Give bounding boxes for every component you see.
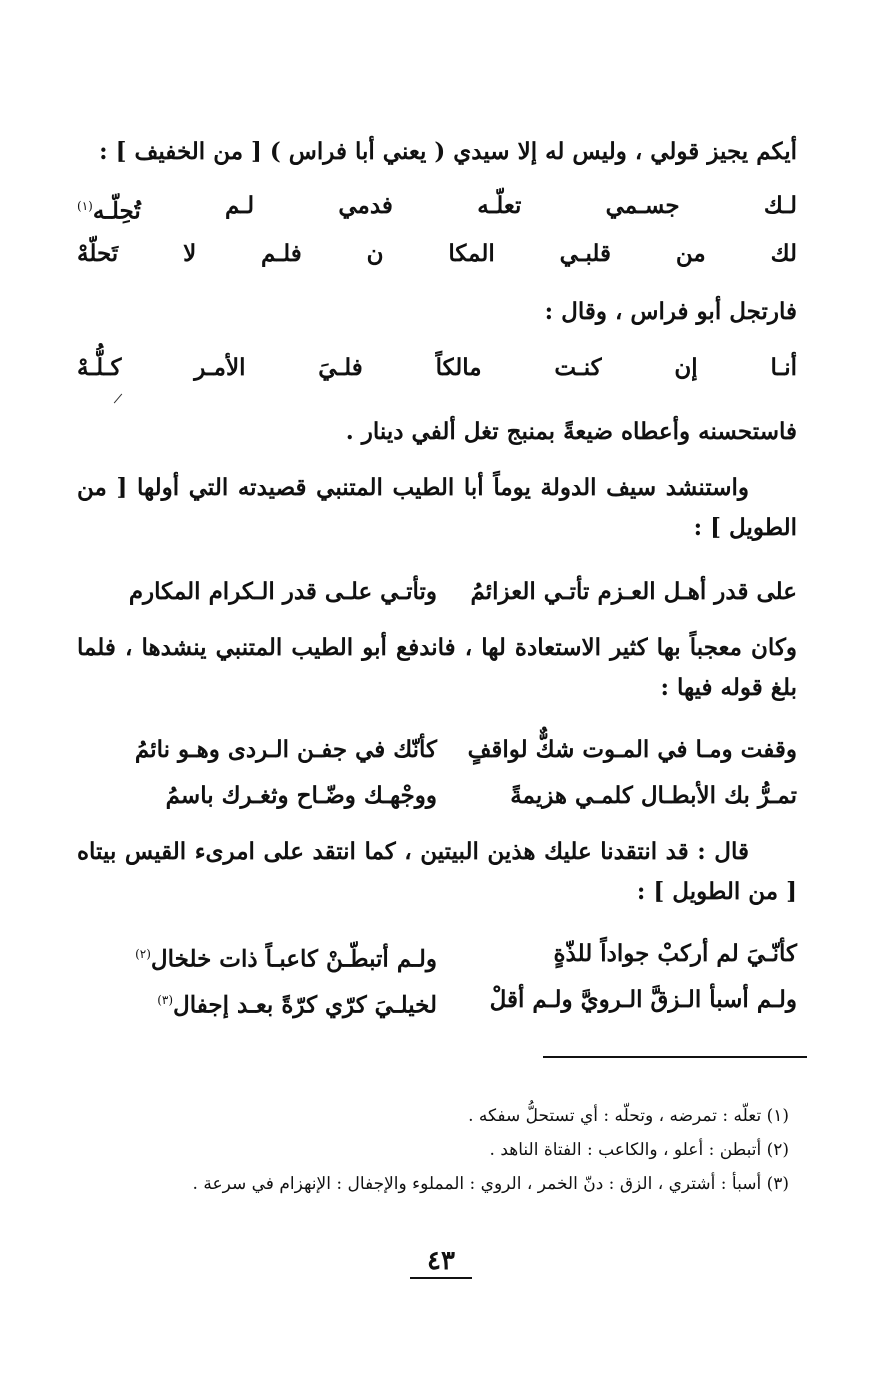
verse-hemistich-second: وتأتـي علـى قدر الـكرام المكارم <box>128 578 437 605</box>
verse-line <box>77 776 797 816</box>
verse-hemistich-first: ولـم أسبأ الـزقَّ الـرويَّ ولـم أقلْ <box>489 986 797 1013</box>
verse-word: إن <box>674 354 698 381</box>
verse-word: لك <box>770 240 797 267</box>
footnote-marker: (٢) <box>135 947 151 961</box>
verse-word: لا <box>183 240 197 267</box>
verse-word: ن <box>366 240 384 267</box>
verse-word: فلـم <box>261 240 302 267</box>
verse-word: قلبـي <box>559 240 612 267</box>
footnote: (١) تعلّه : تمرضه ، وتحلّه : أي تستحلُّ سفكه . <box>468 1106 789 1126</box>
prose-line: فاستحسنه وأعطاه ضيعةً بمنبج تغل ألفي دينار . <box>345 418 797 445</box>
footnote-marker: (٣) <box>157 993 174 1007</box>
verse-hemistich-first: تمـرُّ بك الأبطـال كلمـي هزيمةً <box>510 782 797 809</box>
prose-line: أيكم يجيز قولي ، وليس له إلا سيدي ( يعني أبا فراس ) [ من الخفيف ] : <box>99 138 797 165</box>
verse-word: فلـيَ <box>318 354 363 381</box>
verse-hemistich-second: ووجْهـك وضّـاح وثغـرك باسمُ <box>165 782 437 809</box>
verse-hemistich-first: كأنّـيَ لم أركبْ جواداً للذّةٍ <box>553 940 797 967</box>
verse-line <box>77 730 797 770</box>
verse-word: أنـا <box>770 354 797 381</box>
prose-line: فارتجل أبو فراس ، وقال : <box>544 298 797 325</box>
verse-word: تَحلّهْ <box>77 240 119 267</box>
prose-paragraph: واستنشد سيف الدولة يوماً أبا الطيب المتنبي قصيدته التي أولها [ من الطويل ] : <box>77 474 797 541</box>
verse-word: من <box>675 240 706 267</box>
verse-word: مالكاً <box>435 354 482 381</box>
verse-hemistich-first: على قدر أهـل العـزم تأتـي العزائمُ <box>470 578 797 605</box>
verse-line <box>77 980 797 1020</box>
verse-word: لـك <box>763 192 797 219</box>
verse-line <box>77 934 797 974</box>
prose-paragraph: وكان معجباً بها كثير الاستعادة لها ، فاندفع أبو الطيب المتنبي ينشدها ، فلما بلغ قوله فيها : <box>77 634 797 701</box>
footnote-marker: (١) <box>77 199 93 213</box>
verse-line <box>77 572 797 612</box>
hemistich-text: ولـم أتبطّـنْ كاعبـاً ذات خلخال <box>150 945 437 973</box>
verse-line <box>77 186 797 226</box>
verse-word-text: تُحِلّـه <box>92 197 141 225</box>
verse-hemistich-second <box>77 934 437 974</box>
verse-word <box>77 186 141 226</box>
footnote: (٣) أسبأ : أشتري ، الزق : دنّ الخمر ، الروي : المملوء والإجفال : الإنهزام في سرعة . <box>192 1174 789 1194</box>
verse-hemistich-second <box>77 980 437 1020</box>
verse-word: جسـمي <box>605 192 680 219</box>
verse-word: تعلّـه <box>477 192 522 219</box>
verse-word: المكا <box>448 240 495 267</box>
footnote: (٢) أتبطن : أعلو ، والكاعب : الفتاة الناهد . <box>489 1140 789 1160</box>
verse-word: كـلُّـهْ <box>77 354 122 381</box>
verse-word: فدمي <box>338 192 393 219</box>
verse-line <box>77 234 797 274</box>
verse-hemistich-first: وقفت ومـا في المـوت شكٌّ لواقفٍ <box>467 736 797 763</box>
verse-hemistich-second: كأنّك في جفـن الـردى وهـو نائمُ <box>134 736 437 763</box>
footnote-separator <box>543 1056 807 1058</box>
stray-mark <box>114 394 122 404</box>
verse-word: كنـت <box>554 354 602 381</box>
verse-line <box>77 348 797 388</box>
verse-word: الأمـر <box>194 354 246 381</box>
page-number: ٤٣ <box>410 1245 472 1279</box>
verse-word: لـم <box>225 192 255 219</box>
hemistich-text: لخيلـيَ كرّي كرّةً بعـد إجفال <box>173 991 437 1019</box>
prose-paragraph: قال : قد انتقدنا عليك هذين البيتين ، كما انتقد على امرىء القيس بيتاه [ من الطويل ] : <box>77 838 797 905</box>
